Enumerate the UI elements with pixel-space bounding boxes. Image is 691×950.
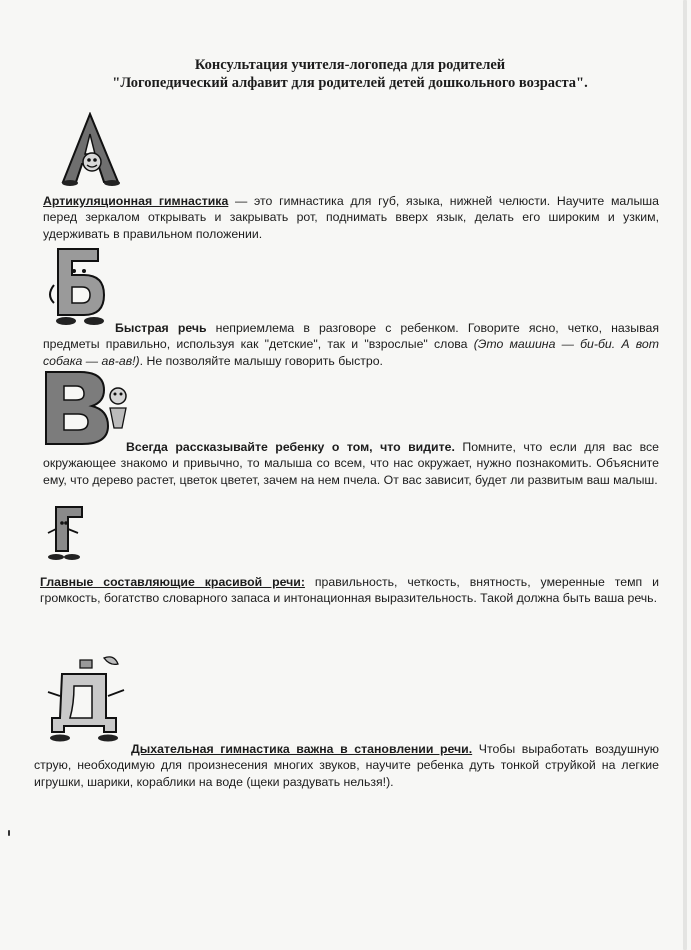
- title-line-1: Консультация учителя-логопеда для родителей: [194, 57, 506, 73]
- section-v: [43, 439, 659, 488]
- section-b-heading: Быстрая речь: [115, 321, 207, 335]
- letter-b-illustration: [44, 245, 112, 327]
- section-d-heading: Дыхательная гимнастика важна в становлении речи.: [131, 742, 473, 756]
- title-line-2: "Логопедический алфавит для родителей детей дошкольного возраста".: [112, 75, 588, 91]
- section-v-heading: Всегда рассказывайте ребенку о том, что видите.: [126, 440, 455, 454]
- scan-speck: [8, 830, 10, 836]
- section-a: [43, 193, 659, 242]
- section-b-text2: . Не позволяйте малышу говорить быстро.: [139, 353, 383, 368]
- section-g-text: правильность, четкость, внятность, умеренные темп и громкость, богатство словарного запаса и интонационная выразительность. Такой должна быть ваша речь.: [40, 575, 659, 606]
- section-a-text: — это гимнастика для губ, языка, нижней челюсти. Научите малыша перед зеркалом открывать и закрывать рот, поднимать вверх язык, делать его широким и узким, удерживать в правильном положении.: [43, 194, 659, 241]
- section-d: [34, 741, 659, 790]
- letter-a-illustration: [60, 112, 122, 186]
- section-b-text: неприемлема в разговоре с ребенком. Говорите ясно, четко, называя предметы правильно, используя как "детские", так и "взрослые" слова: [43, 321, 659, 352]
- section-b-italic: (Это машина — би-би. А вот собака — ав-ав!): [43, 337, 659, 368]
- letter-d-illustration: [44, 652, 130, 744]
- document-title: [60, 56, 640, 92]
- letter-v-illustration: [38, 368, 130, 448]
- section-a-heading: Артикуляционная гимнастика: [43, 194, 229, 208]
- section-v-text: Помните, что если для вас все окружающее знакомо и привычно, то малыша со всем, что нас окружает, нужно познакомить. Объясните ему, что дерево растет, цветок цветет, зачем на нем пчела. От вас зависит, будет ли развитым ваш малыш.: [43, 440, 659, 487]
- section-g: [40, 574, 659, 607]
- section-d-text: Чтобы выработать воздушную струю, необходимую для произнесения многих звуков, научите ребенка дуть тонкой струйкой на легкие игрушки, шарики, кораблики на воде (щеки раздувать нельзя!).: [34, 742, 659, 789]
- scan-speck: [683, 0, 687, 950]
- letter-g-illustration: [42, 503, 90, 563]
- section-g-heading: Главные составляющие красивой речи:: [40, 575, 305, 589]
- section-b: [43, 320, 659, 369]
